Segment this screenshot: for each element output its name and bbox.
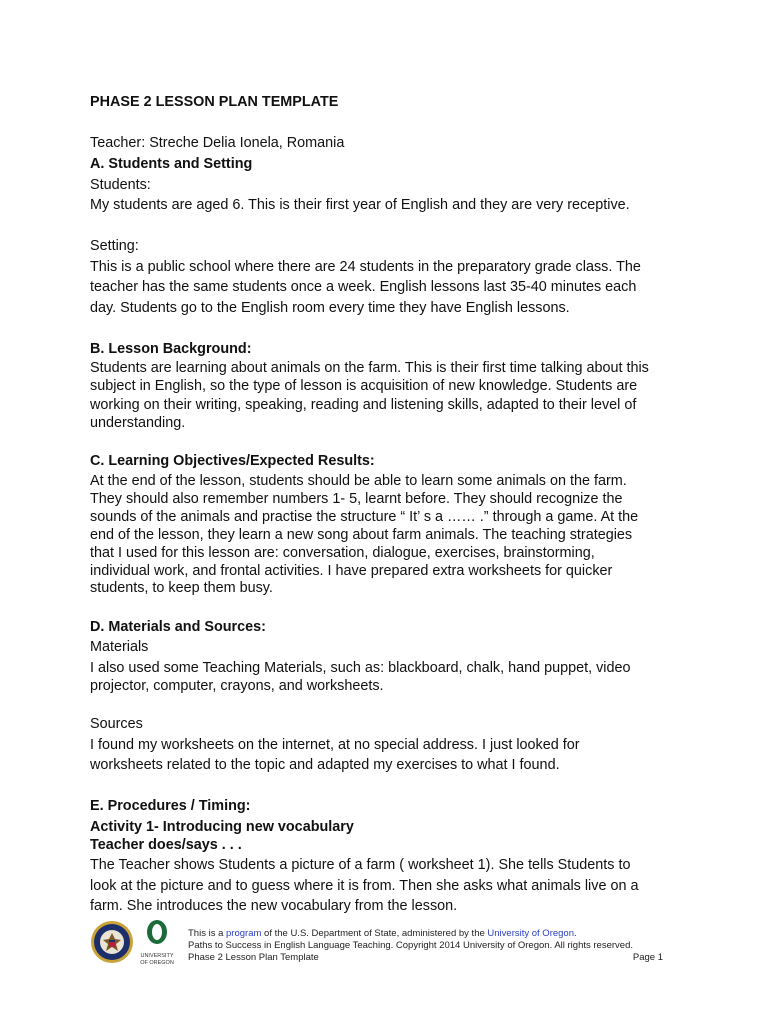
background-line: Students are learning about animals on the farm. This is their first time talking about this (90, 360, 649, 376)
footer-doc-name: Phase 2 Lesson Plan Template (188, 952, 319, 963)
setting-line: teacher has the same students once a week. English lessons last 35-40 minutes each (90, 279, 637, 295)
objectives-line: end of the lesson, they learn a new song about farm animals. The teaching strategies (90, 527, 633, 543)
uo-logo-text-2: OF OREGON (140, 960, 174, 966)
procedure-line: look at the picture and to guess where it is from. Then she asks what animals live on a (90, 878, 639, 894)
oregon-o-icon (138, 918, 176, 948)
objectives-line: They should also remember numbers 1- 5, learnt before. They should recognize the (90, 491, 623, 507)
objectives-line: individual work, and frontal activities. I have prepared extra worksheets for quicker (90, 563, 613, 579)
background-line: working on their writing, speaking, reading and listening skills, adapted to their level of (90, 397, 637, 413)
section-e-heading: E. Procedures / Timing: (90, 798, 251, 814)
footer-text (188, 928, 663, 964)
page-footer (90, 918, 670, 978)
section-a-heading: A. Students and Setting (90, 156, 253, 172)
state-department-seal-icon (90, 920, 134, 964)
students-text: My students are aged 6. This is their first year of English and they are very receptive. (90, 197, 630, 213)
university-of-oregon-logo (138, 918, 176, 968)
objectives-line: At the end of the lesson, students should be able to learn some animals on the farm. (90, 473, 627, 489)
materials-line: projector, computer, crayons, and worksheets. (90, 678, 384, 694)
procedure-line: The Teacher shows Students a picture of a farm ( worksheet 1). She tells Students to (90, 857, 631, 873)
objectives-line: students, to keep them busy. (90, 580, 273, 596)
sources-line: worksheets related to the topic and adapted my exercises to what I found. (90, 757, 560, 773)
section-b-heading: B. Lesson Background: (90, 341, 252, 357)
footer-line-2: Paths to Success in English Language Teaching. Copyright 2014 University of Oregon. All rights reserved. (188, 940, 633, 951)
setting-label: Setting: (90, 238, 139, 254)
materials-line: I also used some Teaching Materials, such as: blackboard, chalk, hand puppet, video (90, 660, 631, 676)
activity-heading: Activity 1- Introducing new vocabulary (90, 819, 354, 835)
page-number: Page 1 (632, 952, 663, 963)
background-line: subject in English, so the type of lesson is acquisition of new knowledge. Students are (90, 378, 638, 394)
footer-line-1 (188, 928, 663, 940)
teacher-does-heading: Teacher does/says . . . (90, 837, 242, 853)
materials-label: Materials (90, 639, 149, 655)
objectives-line: that I used for this lesson are: conversation, dialogue, exercises, brainstorming, (90, 545, 595, 561)
teacher-line: Teacher: Streche Delia Ionela, Romania (90, 135, 345, 151)
footer-text-part: This is a (188, 928, 227, 939)
footer-line-3 (188, 952, 663, 964)
procedure-line: farm. She introduces the new vocabulary from the lesson. (90, 898, 458, 914)
section-c-heading: C. Learning Objectives/Expected Results: (90, 453, 375, 469)
setting-line: This is a public school where there are 24 students in the preparatory grade class. The (90, 259, 641, 275)
background-line: understanding. (90, 415, 186, 431)
section-d-heading: D. Materials and Sources: (90, 619, 266, 635)
students-label: Students: (90, 177, 151, 193)
footer-text-part: of the U.S. Department of State, administered by the (261, 928, 488, 939)
uo-logo-text-1: UNIVERSITY (140, 953, 174, 959)
sources-label: Sources (90, 716, 143, 732)
setting-line: day. Students go to the English room every time they have English lessons. (90, 300, 570, 316)
university-of-oregon-link[interactable]: University of Oregon (487, 928, 574, 939)
footer-text-part: . (574, 928, 577, 939)
document-title: PHASE 2 LESSON PLAN TEMPLATE (90, 94, 339, 110)
program-link[interactable]: program (226, 928, 262, 939)
sources-line: I found my worksheets on the internet, at no special address. I just looked for (90, 737, 580, 753)
objectives-line: sounds of the animals and practise the structure “ It’ s a …… .” through a game. At the (90, 509, 639, 525)
